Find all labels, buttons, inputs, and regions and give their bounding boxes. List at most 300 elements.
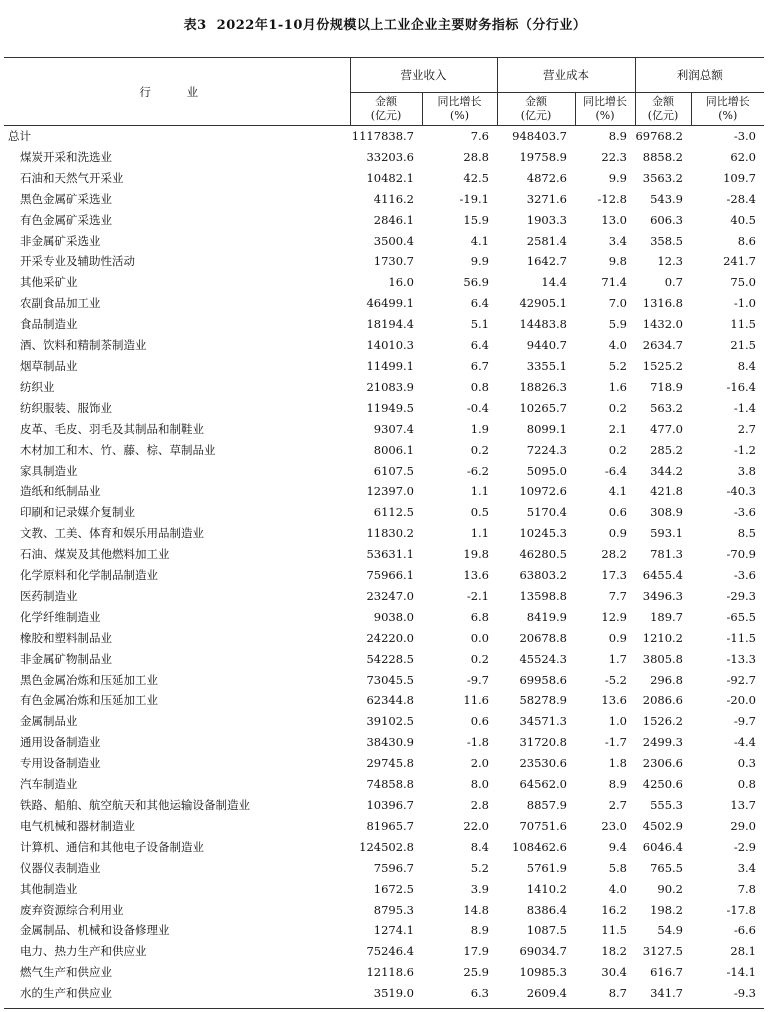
profit-yoy-cell: 3.4 [737, 860, 756, 875]
profit-amount-cell: 3496.3 [642, 588, 683, 603]
table-row [4, 251, 764, 272]
cost-yoy-cell: 2.7 [608, 798, 627, 812]
revenue-yoy-cell: 42.5 [463, 170, 489, 185]
table-row [4, 920, 764, 941]
cost-yoy-header: 同比增长 (%) [575, 93, 635, 126]
cost-amount-cell: 34571.3 [519, 714, 567, 729]
profit-amount-cell: 4502.9 [642, 818, 683, 833]
financial-indicators-table [4, 57, 764, 1004]
cost-yoy-cell: 11.5 [601, 923, 627, 938]
profit-yoy-cell: 40.5 [730, 212, 756, 227]
revenue-yoy-cell: -0.4 [466, 400, 489, 415]
industry-name-cell: 化学原料和化学制品制造业 [20, 568, 158, 583]
profit-amount-cell: 2086.6 [642, 693, 683, 708]
revenue-yoy-cell: 25.9 [463, 965, 489, 980]
cost-group-header: 营业成本 [497, 58, 635, 93]
industry-name-cell: 有色金属冶炼和压延加工业 [20, 693, 158, 708]
total-row [4, 126, 764, 147]
cost-amount-cell: 14483.8 [519, 317, 567, 332]
profit-amount-cell: 421.8 [650, 484, 683, 499]
revenue-amount-cell: 7596.7 [373, 860, 414, 875]
cost-amount-cell: 69958.6 [519, 672, 567, 687]
profit-yoy-cell: -92.7 [726, 672, 756, 687]
cost-amount-cell: 19758.9 [519, 149, 567, 164]
cost-amount-cell: 7224.3 [526, 442, 567, 457]
table-label: 表3 [183, 18, 207, 33]
profit-yoy-cell: -1.4 [733, 400, 756, 415]
cost-amount-cell: 3355.1 [526, 358, 567, 373]
cost-yoy-cell: 7.7 [608, 588, 627, 603]
table-row [4, 586, 764, 607]
revenue-amount-cell: 11830.2 [366, 526, 414, 541]
profit-yoy-cell: 0.8 [737, 777, 756, 792]
cost-amount-cell: 5095.0 [526, 463, 567, 478]
revenue-yoy-cell: -19.1 [459, 191, 489, 206]
profit-amount-cell: 198.2 [650, 902, 683, 917]
revenue-yoy-cell: 3.9 [470, 881, 489, 896]
profit-yoy-cell: -11.5 [726, 630, 756, 645]
revenue-yoy-cell: -9.7 [466, 672, 489, 687]
profit-yoy-cell: -65.5 [726, 609, 756, 624]
profit-amount-cell: 2499.3 [642, 735, 683, 750]
cost-yoy-cell: 9.4 [608, 839, 627, 854]
revenue-yoy-cell: 6.3 [470, 986, 489, 1001]
profit-amount-cell: 3127.5 [642, 944, 683, 959]
cost-amount-cell: 13598.8 [519, 588, 567, 603]
industry-name-cell: 其他制造业 [20, 881, 78, 896]
industry-name-cell: 纺织业 [20, 379, 55, 394]
cost-yoy-cell: 1.7 [608, 651, 627, 666]
cost-amount-cell: 4872.6 [526, 170, 567, 185]
revenue-amount-cell: 2846.1 [373, 212, 414, 227]
cost-amount-cell: 10985.3 [519, 965, 567, 980]
profit-yoy-cell: -4.4 [733, 735, 756, 750]
profit-amount-cell: 189.7 [650, 609, 683, 624]
profit-yoy-cell: 241.7 [723, 254, 756, 269]
table-row [4, 649, 764, 670]
cost-yoy-cell: 23.0 [601, 818, 627, 833]
revenue-group-header: 营业收入 [350, 58, 497, 93]
profit-amount-cell: 2306.6 [642, 756, 683, 771]
cost-amount-cell: 18826.3 [519, 379, 567, 394]
revenue-amount-cell: 33203.6 [366, 149, 414, 164]
cost-yoy-cell: 9.8 [608, 254, 627, 269]
profit-yoy-cell: -14.1 [726, 965, 756, 980]
cost-yoy-cell: 13.0 [601, 212, 627, 227]
profit-yoy-cell: 2.7 [737, 421, 756, 436]
industry-name-cell: 废弃资源综合利用业 [20, 902, 124, 917]
revenue-yoy-cell: 9.9 [470, 254, 489, 269]
industry-name-cell: 黑色金属矿采选业 [20, 191, 112, 206]
profit-yoy-cell: 8.6 [737, 233, 756, 248]
revenue-amount-cell: 81965.7 [366, 818, 414, 833]
revenue-yoy-cell: 13.6 [463, 568, 489, 583]
profit-amount-cell: 4250.6 [642, 777, 683, 792]
industry-name-cell: 计算机、通信和其他电子设备制造业 [20, 839, 204, 854]
industry-name-cell: 文教、工美、体育和娱乐用品制造业 [20, 526, 204, 541]
profit-yoy-cell: -1.0 [733, 296, 756, 311]
table-row [4, 168, 764, 189]
cost-yoy-cell: 0.2 [608, 442, 627, 457]
cost-amount-cell: 5761.9 [526, 860, 567, 875]
cost-yoy-cell: 0.9 [608, 630, 627, 645]
revenue-yoy-cell: 15.9 [463, 212, 489, 227]
revenue-yoy-cell: 6.7 [470, 358, 489, 373]
profit-yoy-cell: 28.1 [730, 944, 756, 959]
profit-yoy-cell: 0.3 [737, 756, 756, 771]
profit-yoy-cell: -9.7 [733, 714, 756, 729]
table-body [4, 126, 764, 1005]
cost-yoy-cell: 2.1 [608, 421, 627, 436]
table-row [4, 628, 764, 649]
profit-amount-cell: 12.3 [657, 254, 683, 269]
revenue-yoy-cell: 56.9 [463, 275, 489, 290]
industry-name-cell: 化学纤维制造业 [20, 609, 101, 624]
table-bottom-rule [4, 1008, 764, 1009]
revenue-yoy-cell: 0.2 [470, 651, 489, 666]
profit-amount-cell: 606.3 [650, 212, 683, 227]
profit-yoy-cell: -16.4 [726, 379, 756, 394]
profit-amount-cell: 1432.0 [642, 317, 683, 332]
revenue-amount-cell: 75966.1 [366, 568, 414, 583]
cost-yoy-cell: 7.0 [608, 296, 627, 311]
page-title [0, 14, 770, 33]
profit-amount-cell: 8858.2 [642, 149, 683, 164]
revenue-amount-cell: 75246.4 [366, 944, 414, 959]
revenue-amount-cell: 6107.5 [373, 463, 414, 478]
profit-amount-cell: 90.2 [657, 881, 683, 896]
revenue-yoy-cell: -1.8 [466, 735, 489, 750]
revenue-yoy-cell: 7.6 [470, 129, 489, 143]
cost-yoy-cell: 4.0 [608, 881, 627, 896]
industry-name-cell: 其他采矿业 [20, 275, 78, 290]
revenue-amount-cell: 16.0 [388, 275, 414, 290]
profit-amount-cell: 1210.2 [642, 630, 683, 645]
profit-yoy-cell: -17.8 [726, 902, 756, 917]
industry-name-cell: 非金属矿物制品业 [20, 651, 112, 666]
cost-amount-cell: 8419.9 [526, 609, 567, 624]
table-row [4, 189, 764, 210]
industry-name-cell: 金属制品、机械和设备修理业 [20, 923, 170, 938]
profit-yoy-cell: -1.2 [733, 442, 756, 457]
revenue-amount-cell: 54228.5 [366, 651, 414, 666]
revenue-amount-cell: 62344.8 [366, 693, 414, 708]
table-row [4, 900, 764, 921]
revenue-amount-cell: 1274.1 [373, 923, 414, 938]
industry-name-cell: 水的生产和供应业 [20, 986, 112, 1001]
revenue-yoy-cell: 0.8 [470, 379, 489, 394]
profit-yoy-header: 同比增长 (%) [691, 93, 764, 126]
cost-yoy-cell: 1.6 [608, 379, 627, 394]
revenue-amount-cell: 29745.8 [366, 756, 414, 771]
profit-amount-cell: 477.0 [650, 421, 683, 436]
revenue-amount-cell: 14010.3 [366, 338, 414, 353]
cost-amount-cell: 1642.7 [526, 254, 567, 269]
profit-amount-cell: 718.9 [650, 379, 683, 394]
table-row [4, 753, 764, 774]
industry-name-cell: 通用设备制造业 [20, 735, 101, 750]
cost-yoy-cell: -6.4 [604, 463, 627, 478]
revenue-amount-header: 金额 (亿元) [350, 93, 422, 126]
industry-name-cell: 铁路、船舶、航空航天和其他运输设备制造业 [20, 798, 250, 812]
revenue-amount-cell: 6112.5 [373, 505, 414, 520]
profit-yoy-cell: 11.5 [730, 317, 756, 332]
revenue-yoy-cell: 28.8 [463, 149, 489, 164]
revenue-amount-cell: 74858.8 [366, 777, 414, 792]
revenue-yoy-cell: 0.5 [470, 505, 489, 520]
cost-amount-cell: 45524.3 [519, 651, 567, 666]
profit-amount-cell: 543.9 [650, 191, 683, 206]
profit-yoy-cell: 7.8 [737, 881, 756, 896]
industry-name-cell: 金属制品业 [20, 714, 78, 729]
industry-name-cell: 橡胶和塑料制品业 [20, 630, 112, 645]
cost-amount-cell: 42905.1 [519, 296, 567, 311]
industry-name-cell: 酒、饮料和精制茶制造业 [20, 338, 147, 353]
table-row [4, 690, 764, 711]
profit-yoy-cell: -40.3 [726, 484, 756, 499]
cost-amount-cell: 46280.5 [519, 547, 567, 562]
table-row [4, 837, 764, 858]
profit-amount-cell: 285.2 [650, 442, 683, 457]
profit-yoy-cell: 21.5 [730, 338, 756, 353]
table-row [4, 983, 764, 1004]
revenue-amount-cell: 1730.7 [373, 254, 414, 269]
industry-name-cell: 烟草制品业 [20, 358, 78, 373]
profit-yoy-cell: 8.4 [737, 358, 756, 373]
revenue-amount-cell: 8006.1 [373, 442, 414, 457]
revenue-amount-cell: 23247.0 [366, 588, 414, 603]
profit-yoy-cell: -20.0 [726, 693, 756, 708]
cost-amount-cell: 10265.7 [519, 400, 567, 415]
profit-amount-header: 金额 (亿元) [635, 93, 691, 126]
cost-amount-cell: 58278.9 [519, 693, 567, 708]
cost-yoy-cell: 71.4 [601, 275, 627, 290]
revenue-yoy-cell: 8.0 [470, 777, 489, 792]
table-row [4, 795, 764, 816]
revenue-yoy-cell: 0.0 [470, 630, 489, 645]
cost-amount-cell: 1903.3 [526, 212, 567, 227]
profit-amount-cell: 344.2 [650, 463, 683, 478]
industry-name-cell: 石油和天然气开采业 [20, 170, 124, 185]
table-row [4, 419, 764, 440]
cost-amount-cell: 31720.8 [519, 735, 567, 750]
cost-amount-cell: 948403.7 [512, 129, 567, 143]
profit-yoy-cell: -29.3 [726, 588, 756, 603]
industry-name-cell: 电气机械和器材制造业 [20, 818, 135, 833]
industry-name-cell: 煤炭开采和洗选业 [20, 149, 112, 164]
revenue-amount-cell: 9307.4 [373, 421, 414, 436]
revenue-yoy-cell: 6.8 [470, 609, 489, 624]
table-title: 2022年1-10月份规模以上工业企业主要财务指标（分行业） [216, 18, 587, 33]
revenue-yoy-cell: 1.9 [470, 421, 489, 436]
industry-name-cell: 印刷和记录媒介复制业 [20, 505, 135, 520]
table-row [4, 565, 764, 586]
profit-yoy-cell: -70.9 [726, 547, 756, 562]
revenue-amount-cell: 11499.1 [366, 358, 414, 373]
revenue-yoy-cell: 22.0 [463, 818, 489, 833]
revenue-yoy-cell: 2.8 [470, 798, 489, 812]
industry-name-cell: 造纸和纸制品业 [20, 484, 101, 499]
industry-name-cell: 专用设备制造业 [20, 756, 101, 771]
table-row [4, 816, 764, 837]
cost-yoy-cell: 1.0 [608, 714, 627, 729]
table-row [4, 774, 764, 795]
profit-yoy-cell: 3.8 [737, 463, 756, 478]
cost-yoy-cell: 1.8 [608, 756, 627, 771]
table-row [4, 879, 764, 900]
cost-yoy-cell: 16.2 [601, 902, 627, 917]
profit-yoy-cell: 62.0 [730, 149, 756, 164]
cost-amount-cell: 2581.4 [526, 233, 567, 248]
profit-amount-cell: 358.5 [650, 233, 683, 248]
industry-name-cell: 非金属矿采选业 [20, 233, 101, 248]
revenue-amount-cell: 46499.1 [366, 296, 414, 311]
industry-name-cell: 电力、热力生产和供应业 [20, 944, 147, 959]
revenue-yoy-cell: 4.1 [470, 233, 489, 248]
table-row [4, 607, 764, 628]
cost-amount-cell: 8099.1 [526, 421, 567, 436]
cost-amount-cell: 10972.6 [519, 484, 567, 499]
revenue-amount-cell: 38430.9 [366, 735, 414, 750]
cost-amount-cell: 1410.2 [526, 881, 567, 896]
profit-amount-cell: 0.7 [664, 275, 683, 290]
profit-yoy-cell: 8.5 [737, 526, 756, 541]
table-row [4, 544, 764, 565]
profit-amount-cell: 593.1 [650, 526, 683, 541]
industry-name-cell: 黑色金属冶炼和压延加工业 [20, 672, 158, 687]
revenue-amount-cell: 1672.5 [373, 881, 414, 896]
cost-yoy-cell: 22.3 [601, 149, 627, 164]
cost-yoy-cell: 5.8 [608, 860, 627, 875]
table-row [4, 356, 764, 377]
cost-amount-cell: 14.4 [541, 275, 567, 290]
table-row [4, 461, 764, 482]
cost-amount-cell: 3271.6 [526, 191, 567, 206]
revenue-yoy-cell: 17.9 [463, 944, 489, 959]
cost-amount-cell: 23530.6 [519, 756, 567, 771]
industry-name-cell: 食品制造业 [20, 317, 78, 332]
revenue-yoy-cell: 5.1 [470, 317, 489, 332]
revenue-amount-cell: 10396.7 [366, 798, 414, 812]
revenue-yoy-cell: 0.6 [470, 714, 489, 729]
revenue-amount-cell: 4116.2 [373, 191, 414, 206]
cost-yoy-cell: 0.6 [608, 505, 627, 520]
cost-amount-cell: 5170.4 [526, 505, 567, 520]
profit-yoy-cell: -3.6 [733, 568, 756, 583]
cost-amount-cell: 63803.2 [519, 568, 567, 583]
revenue-yoy-cell: 2.0 [470, 756, 489, 771]
cost-amount-cell: 64562.0 [519, 777, 567, 792]
profit-yoy-cell: -3.0 [733, 129, 756, 143]
industry-name-cell: 开采专业及辅助性活动 [20, 254, 135, 269]
revenue-amount-cell: 53631.1 [366, 547, 414, 562]
revenue-yoy-cell: 1.1 [470, 484, 489, 499]
industry-name-cell: 燃气生产和供应业 [20, 965, 112, 980]
cost-amount-cell: 8386.4 [526, 902, 567, 917]
profit-amount-cell: 54.9 [657, 923, 683, 938]
revenue-amount-cell: 21083.9 [366, 379, 414, 394]
profit-amount-cell: 1526.2 [642, 714, 683, 729]
profit-amount-cell: 69768.2 [635, 129, 683, 143]
profit-amount-cell: 296.8 [650, 672, 683, 687]
industry-name-cell: 仪器仪表制造业 [20, 860, 101, 875]
revenue-amount-cell: 11949.5 [366, 400, 414, 415]
table-row [4, 398, 764, 419]
revenue-amount-cell: 3519.0 [373, 986, 414, 1001]
table-row [4, 711, 764, 732]
cost-yoy-cell: 12.9 [601, 609, 627, 624]
table-row [4, 335, 764, 356]
profit-yoy-cell: -13.3 [726, 651, 756, 666]
industry-column-header: 行 业 [4, 58, 350, 126]
cost-amount-cell: 108462.6 [512, 839, 567, 854]
profit-yoy-cell: -28.4 [726, 191, 756, 206]
revenue-yoy-cell: 0.2 [470, 442, 489, 457]
profit-yoy-cell: -2.9 [733, 839, 756, 854]
cost-yoy-cell: 5.9 [608, 317, 627, 332]
revenue-amount-cell: 9038.0 [373, 609, 414, 624]
revenue-yoy-cell: 1.1 [470, 526, 489, 541]
revenue-amount-cell: 3500.4 [373, 233, 414, 248]
profit-amount-cell: 1316.8 [642, 296, 683, 311]
cost-yoy-cell: 30.4 [601, 965, 627, 980]
profit-yoy-cell: 29.0 [730, 818, 756, 833]
table-row [4, 858, 764, 879]
industry-name-cell: 总计 [8, 129, 31, 143]
profit-amount-cell: 616.7 [650, 965, 683, 980]
table-row [4, 314, 764, 335]
cost-yoy-cell: 18.2 [601, 944, 627, 959]
cost-yoy-cell: 8.9 [608, 777, 627, 792]
industry-name-cell: 纺织服装、服饰业 [20, 400, 112, 415]
profit-yoy-cell: 75.0 [730, 275, 756, 290]
industry-name-cell: 石油、煤炭及其他燃料加工业 [20, 547, 170, 562]
table-row [4, 481, 764, 502]
profit-amount-cell: 341.7 [650, 986, 683, 1001]
table-row [4, 440, 764, 461]
cost-amount-cell: 70751.6 [519, 818, 567, 833]
cost-yoy-cell: 17.3 [601, 568, 627, 583]
revenue-yoy-cell: 5.2 [470, 860, 489, 875]
profit-yoy-cell: -3.6 [733, 505, 756, 520]
industry-name-cell: 农副食品加工业 [20, 296, 101, 311]
revenue-amount-cell: 10482.1 [366, 170, 414, 185]
cost-amount-cell: 9440.7 [526, 338, 567, 353]
profit-amount-cell: 563.2 [650, 400, 683, 415]
revenue-yoy-header: 同比增长 (%) [422, 93, 497, 126]
cost-yoy-cell: -12.8 [597, 191, 627, 206]
cost-amount-cell: 20678.8 [519, 630, 567, 645]
cost-yoy-cell: 4.1 [608, 484, 627, 499]
industry-name-cell: 家具制造业 [20, 463, 78, 478]
cost-yoy-cell: 0.9 [608, 526, 627, 541]
profit-amount-cell: 765.5 [650, 860, 683, 875]
table-row [4, 523, 764, 544]
table-row [4, 272, 764, 293]
revenue-yoy-cell: 8.9 [470, 923, 489, 938]
cost-amount-cell: 8857.9 [526, 798, 567, 812]
cost-yoy-cell: 3.4 [608, 233, 627, 248]
cost-yoy-cell: -1.7 [604, 735, 627, 750]
revenue-amount-cell: 18194.4 [366, 317, 414, 332]
cost-yoy-cell: 9.9 [608, 170, 627, 185]
revenue-yoy-cell: 8.4 [470, 839, 489, 854]
profit-amount-cell: 6046.4 [642, 839, 683, 854]
cost-yoy-cell: 13.6 [601, 693, 627, 708]
profit-yoy-cell: 13.7 [730, 798, 756, 812]
cost-amount-cell: 69034.7 [519, 944, 567, 959]
revenue-yoy-cell: 6.4 [470, 338, 489, 353]
